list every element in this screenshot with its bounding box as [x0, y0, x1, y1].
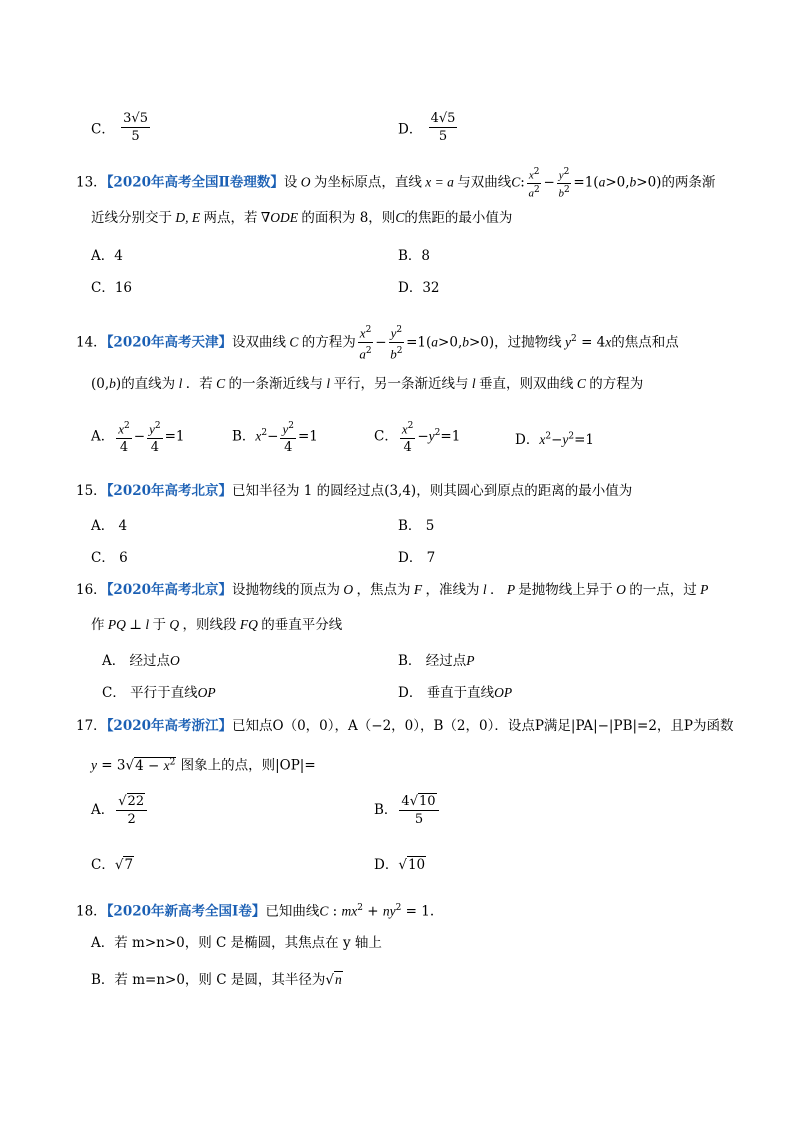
- q17-source-tag: 【2020年高考浙江】: [106, 718, 233, 734]
- q13-source-tag: 【2020年高考全国Ⅱ卷理数】: [106, 174, 284, 191]
- q15-source-tag: 【2020年高考北京】: [106, 483, 233, 499]
- q14-option-c[interactable]: C． $\frac{x^2}{4}$ $-y^2=1$: [374, 418, 460, 456]
- q16-source-tag: 【2020年高考北京】: [106, 582, 233, 598]
- q16-option-a[interactable]: A． 经过点O: [102, 653, 180, 669]
- q15-option-b[interactable]: B． 5: [398, 518, 435, 534]
- q15-option-d[interactable]: D． 7: [398, 550, 436, 566]
- q12-option-d-fraction: $\frac{4√5}{5}$: [430, 111, 456, 144]
- q13-stem-line2: 近线分别交于 D, E 两点，若 ∇ODE 的面积为 8，则C的焦距的最小值为: [91, 210, 513, 226]
- q14-stem-line1: 14．【2020年高考天津】设双曲线 C 的方程为 $\frac{x^2}{a^2}$ − $\frac{y^2}{b^2}$ =1(a>0,b>0)，过抛物线 $y^2 = 4x$的焦点和点: [76, 322, 679, 364]
- q18-source-tag: 【2020年新高考全国Ⅰ卷】: [106, 903, 266, 920]
- q16-stem-line2: 作 PQ ⊥ l 于 Q ，则线段 FQ 的垂直平分线: [91, 617, 343, 633]
- q14-source-tag: 【2020年高考天津】: [106, 334, 233, 351]
- q13-stem-line1: 13．【2020年高考全国Ⅱ卷理数】设 O 为坐标原点，直线 x = a 与双曲线C: $\frac{x^2}{a^2}$ − $\frac{y^2}{b^2}$ =1(a>0,b>0)的两条渐: [76, 167, 716, 200]
- q17-stem-line2: $y = 3√4 - x^2$ 图象上的点，则|OP|=: [91, 757, 316, 774]
- q12-option-c[interactable]: C． $\frac{3√5}{5}$: [91, 111, 148, 144]
- q16-option-d[interactable]: D． 垂直于直线OP: [398, 685, 513, 701]
- q14-stem-line2: (0,b)的直线为 l ．若 C 的一条渐近线与 l 平行，另一条渐近线与 l 垂直，则双曲线 C 的方程为: [91, 376, 644, 392]
- q13-option-d[interactable]: D．32: [398, 280, 440, 296]
- q17-option-d[interactable]: D．√10: [374, 857, 426, 873]
- q12-option-c-fraction: $\frac{3√5}{5}$: [123, 111, 148, 144]
- q14-option-a[interactable]: A． $\frac{x^2}{4}$ − $\frac{y^2}{4}$ =1: [91, 418, 185, 456]
- q14-option-b[interactable]: B．$x^2-$ $\frac{y^2}{4}$ =1: [232, 418, 318, 456]
- q13-option-b[interactable]: B．8: [398, 248, 431, 264]
- q15-option-c[interactable]: C． 6: [91, 550, 128, 566]
- q13-option-a[interactable]: A．4: [91, 248, 123, 264]
- q18-option-b[interactable]: B．若 m=n>0，则 C 是圆，其半径为√n: [91, 972, 342, 988]
- q18-stem: 18．【2020年新高考全国Ⅰ卷】已知曲线C : $mx^2 + ny^2 = 1$.: [76, 903, 435, 920]
- q17-option-b[interactable]: B． $\frac{4√10}{5}$: [374, 793, 441, 828]
- q15-stem: 15．【2020年高考北京】已知半径为 1 的圆经过点(3,4)，则其圆心到原点的距离的最小值为: [76, 483, 633, 499]
- q12-option-d[interactable]: D． $\frac{4√5}{5}$: [398, 111, 456, 144]
- q14-option-d[interactable]: D．$x^2-y^2=1$: [515, 431, 595, 448]
- q16-option-b[interactable]: B． 经过点P: [398, 653, 475, 669]
- q17-stem-line1: 17．【2020年高考浙江】已知点O（0，0），A（−2，0），B（2，0）．设点P满足|PA|−|PB|=2，且P为函数: [76, 718, 734, 734]
- q17-option-a[interactable]: A． $\frac{√22}{2}$: [91, 793, 149, 828]
- q15-option-a[interactable]: A． 4: [91, 518, 128, 534]
- q17-option-c[interactable]: C．√7: [91, 857, 134, 873]
- q16-option-c[interactable]: C． 平行于直线OP: [102, 685, 216, 701]
- q18-option-a[interactable]: A．若 m>n>0，则 C 是椭圆，其焦点在 y 轴上: [91, 935, 382, 951]
- q16-stem-line1: 16．【2020年高考北京】设抛物线的顶点为 O ，焦点为 F ，准线为 l ． P 是抛物线上异于 O 的一点，过 P: [76, 582, 709, 598]
- q13-option-c[interactable]: C．16: [91, 280, 133, 296]
